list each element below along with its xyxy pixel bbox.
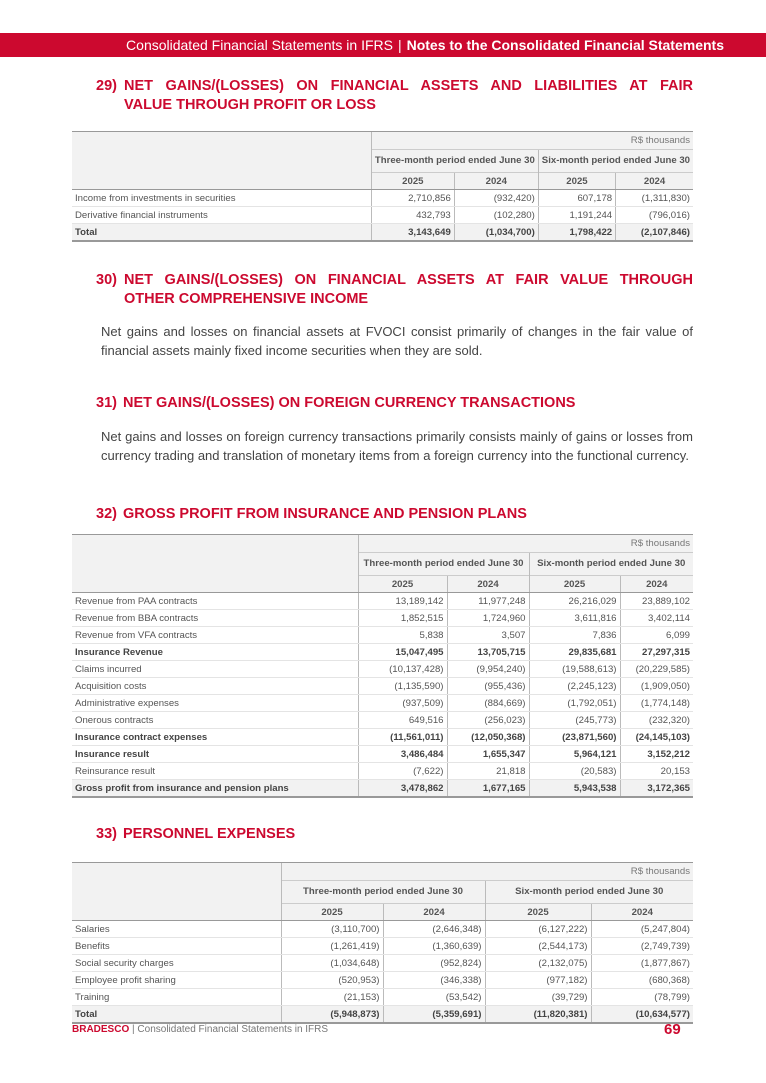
note-29-period-three-month: Three-month period ended June 30 bbox=[371, 150, 538, 173]
cell-value: 11,977,248 bbox=[447, 593, 529, 610]
cell-value: (2,132,075) bbox=[485, 955, 591, 972]
cell-value: 432,793 bbox=[371, 207, 454, 224]
cell-value: (937,509) bbox=[358, 695, 447, 712]
cell-value: (102,280) bbox=[454, 207, 538, 224]
cell-value: (1,792,051) bbox=[529, 695, 620, 712]
note-31-title-text: NET GAINS/(LOSSES) ON FOREIGN CURRENCY TRANSACTIONS bbox=[123, 395, 576, 411]
cell-value: (19,588,613) bbox=[529, 661, 620, 678]
table-row bbox=[72, 938, 693, 955]
cell-value: (2,245,123) bbox=[529, 678, 620, 695]
cell-value: (932,420) bbox=[454, 190, 538, 207]
cell-value: (11,561,011) bbox=[358, 729, 447, 746]
cell-value: (1,877,867) bbox=[591, 955, 693, 972]
note-30-title-line2: OTHER COMPREHENSIVE INCOME bbox=[124, 291, 369, 307]
row-label: Benefits bbox=[72, 938, 281, 955]
subtotal-row bbox=[72, 729, 693, 746]
note-30-title bbox=[96, 271, 693, 309]
note-32-table bbox=[72, 534, 693, 798]
subtotal-row bbox=[72, 644, 693, 661]
year-header: 2025 bbox=[529, 576, 620, 593]
cell-value: 3,611,816 bbox=[529, 610, 620, 627]
cell-value: 26,216,029 bbox=[529, 593, 620, 610]
note-33-period-six-month: Six-month period ended June 30 bbox=[485, 881, 693, 904]
footer bbox=[72, 1024, 328, 1035]
year-header: 2024 bbox=[383, 904, 485, 921]
cell-value: (23,871,560) bbox=[529, 729, 620, 746]
row-label: Salaries bbox=[72, 921, 281, 938]
table-row bbox=[72, 972, 693, 989]
cell-value: (232,320) bbox=[620, 712, 693, 729]
note-29-title-line1: NET GAINS/(LOSSES) ON FINANCIAL ASSETS AND LIABILITIES AT FAIR bbox=[124, 78, 693, 94]
table-row bbox=[72, 989, 693, 1006]
cell-value: (955,436) bbox=[447, 678, 529, 695]
note-32-period-six-month: Six-month period ended June 30 bbox=[529, 553, 693, 576]
row-label: Insurance result bbox=[72, 746, 358, 763]
cell-value: (1,034,648) bbox=[281, 955, 383, 972]
cell-value: (3,110,700) bbox=[281, 921, 383, 938]
row-label: Total bbox=[72, 224, 371, 242]
cell-value: 3,172,365 bbox=[620, 780, 693, 798]
footer-text: Consolidated Financial Statements in IFRS bbox=[137, 1024, 329, 1035]
cell-value: 1,798,422 bbox=[538, 224, 615, 242]
cell-value: 1,852,515 bbox=[358, 610, 447, 627]
cell-value: 7,836 bbox=[529, 627, 620, 644]
cell-value: (256,023) bbox=[447, 712, 529, 729]
page-number: 69 bbox=[664, 1021, 681, 1038]
cell-value: (5,247,804) bbox=[591, 921, 693, 938]
cell-value: 20,153 bbox=[620, 763, 693, 780]
note-33-title-text: PERSONNEL EXPENSES bbox=[123, 826, 296, 842]
cell-value: 3,152,212 bbox=[620, 746, 693, 763]
cell-value: (39,729) bbox=[485, 989, 591, 1006]
cell-value: 23,889,102 bbox=[620, 593, 693, 610]
table-row bbox=[72, 593, 693, 610]
note-33-number: 33) bbox=[96, 826, 117, 842]
cell-value: (2,544,173) bbox=[485, 938, 591, 955]
year-header: 2024 bbox=[620, 576, 693, 593]
header-doc-title: Consolidated Financial Statements in IFRS bbox=[126, 37, 393, 53]
year-header: 2024 bbox=[616, 173, 693, 190]
cell-value: 2,710,856 bbox=[371, 190, 454, 207]
cell-value: (20,583) bbox=[529, 763, 620, 780]
cell-value: 1,677,165 bbox=[447, 780, 529, 798]
table-row bbox=[72, 610, 693, 627]
row-label: Onerous contracts bbox=[72, 712, 358, 729]
cell-value: 3,478,862 bbox=[358, 780, 447, 798]
year-header: 2025 bbox=[281, 904, 383, 921]
row-label: Revenue from PAA contracts bbox=[72, 593, 358, 610]
cell-value: (884,669) bbox=[447, 695, 529, 712]
note-33-title bbox=[96, 825, 693, 844]
cell-value: 27,297,315 bbox=[620, 644, 693, 661]
cell-value: (1,034,700) bbox=[454, 224, 538, 242]
cell-value: 13,705,715 bbox=[447, 644, 529, 661]
table-row bbox=[72, 661, 693, 678]
cell-value: (9,954,240) bbox=[447, 661, 529, 678]
row-label: Revenue from BBA contracts bbox=[72, 610, 358, 627]
cell-value: (20,229,585) bbox=[620, 661, 693, 678]
cell-value: (245,773) bbox=[529, 712, 620, 729]
year-header: 2025 bbox=[485, 904, 591, 921]
cell-value: (1,360,639) bbox=[383, 938, 485, 955]
row-label: Revenue from VFA contracts bbox=[72, 627, 358, 644]
row-label: Gross profit from insurance and pension plans bbox=[72, 780, 358, 798]
cell-value: 5,838 bbox=[358, 627, 447, 644]
cell-value: 649,516 bbox=[358, 712, 447, 729]
cell-value: (12,050,368) bbox=[447, 729, 529, 746]
year-header: 2024 bbox=[447, 576, 529, 593]
year-header: 2025 bbox=[358, 576, 447, 593]
cell-value: 13,189,142 bbox=[358, 593, 447, 610]
total-row bbox=[72, 780, 693, 798]
note-32-unit: R$ thousands bbox=[358, 535, 693, 553]
cell-value: (2,749,739) bbox=[591, 938, 693, 955]
total-row bbox=[72, 1006, 693, 1024]
cell-value: 5,943,538 bbox=[529, 780, 620, 798]
row-label: Insurance contract expenses bbox=[72, 729, 358, 746]
header-section-title: Notes to the Consolidated Financial Statements bbox=[406, 37, 724, 53]
row-label: Employee profit sharing bbox=[72, 972, 281, 989]
cell-value: 29,835,681 bbox=[529, 644, 620, 661]
year-header: 2025 bbox=[371, 173, 454, 190]
subtotal-row bbox=[72, 746, 693, 763]
cell-value: 3,143,649 bbox=[371, 224, 454, 242]
cell-value: (2,107,846) bbox=[616, 224, 693, 242]
table-row bbox=[72, 763, 693, 780]
row-label: Training bbox=[72, 989, 281, 1006]
cell-value: 5,964,121 bbox=[529, 746, 620, 763]
cell-value: (10,634,577) bbox=[591, 1006, 693, 1024]
note-32-number: 32) bbox=[96, 506, 117, 522]
cell-value: (5,359,691) bbox=[383, 1006, 485, 1024]
year-header: 2024 bbox=[454, 173, 538, 190]
row-label: Acquisition costs bbox=[72, 678, 358, 695]
cell-value: (10,137,428) bbox=[358, 661, 447, 678]
cell-value: (520,953) bbox=[281, 972, 383, 989]
cell-value: 1,724,960 bbox=[447, 610, 529, 627]
year-header: 2025 bbox=[538, 173, 615, 190]
row-label: Income from investments in securities bbox=[72, 190, 371, 207]
row-label: Insurance Revenue bbox=[72, 644, 358, 661]
cell-value: (78,799) bbox=[591, 989, 693, 1006]
note-31-title bbox=[96, 394, 693, 413]
cell-value: (977,182) bbox=[485, 972, 591, 989]
note-29-title-line2: VALUE THROUGH PROFIT OR LOSS bbox=[124, 97, 376, 113]
total-row bbox=[72, 224, 693, 242]
table-row bbox=[72, 712, 693, 729]
cell-value: (796,016) bbox=[616, 207, 693, 224]
cell-value: (1,774,148) bbox=[620, 695, 693, 712]
table-row bbox=[72, 627, 693, 644]
table-row bbox=[72, 678, 693, 695]
table-row bbox=[72, 190, 693, 207]
note-31-paragraph: Net gains and losses on foreign currency transactions primarily consists mainly of gains or losses from currency trading and translation of monetary items from a foreign currency into the functional currency. bbox=[101, 429, 693, 463]
cell-value: (1,909,050) bbox=[620, 678, 693, 695]
header-bar bbox=[0, 33, 766, 57]
cell-value: (1,311,830) bbox=[616, 190, 693, 207]
table-row bbox=[72, 695, 693, 712]
cell-value: (952,824) bbox=[383, 955, 485, 972]
note-33-table bbox=[72, 862, 693, 1024]
table-row bbox=[72, 921, 693, 938]
cell-value: 607,178 bbox=[538, 190, 615, 207]
note-29-period-six-month: Six-month period ended June 30 bbox=[538, 150, 693, 173]
note-31-number: 31) bbox=[96, 395, 117, 411]
cell-value: (5,948,873) bbox=[281, 1006, 383, 1024]
cell-value: (24,145,103) bbox=[620, 729, 693, 746]
note-32-title bbox=[96, 505, 693, 524]
cell-value: (1,135,590) bbox=[358, 678, 447, 695]
cell-value: (2,646,348) bbox=[383, 921, 485, 938]
table-row bbox=[72, 955, 693, 972]
row-label: Total bbox=[72, 1006, 281, 1024]
note-30-title-line1: NET GAINS/(LOSSES) ON FINANCIAL ASSETS AT FAIR VALUE THROUGH bbox=[124, 272, 693, 288]
note-33-period-three-month: Three-month period ended June 30 bbox=[281, 881, 485, 904]
cell-value: (53,542) bbox=[383, 989, 485, 1006]
year-header: 2024 bbox=[591, 904, 693, 921]
footer-separator: | bbox=[132, 1024, 135, 1035]
note-29-table bbox=[72, 131, 693, 242]
row-label: Administrative expenses bbox=[72, 695, 358, 712]
cell-value: (21,153) bbox=[281, 989, 383, 1006]
cell-value: 3,486,484 bbox=[358, 746, 447, 763]
note-29-title bbox=[96, 77, 693, 115]
cell-value: (680,368) bbox=[591, 972, 693, 989]
note-30-number: 30) bbox=[96, 272, 117, 288]
header-separator: | bbox=[397, 37, 402, 53]
note-32-title-text: GROSS PROFIT FROM INSURANCE AND PENSION PLANS bbox=[123, 506, 527, 522]
cell-value: (7,622) bbox=[358, 763, 447, 780]
note-32-period-three-month: Three-month period ended June 30 bbox=[358, 553, 529, 576]
note-33-unit: R$ thousands bbox=[281, 863, 693, 881]
note-30-paragraph: Net gains and losses on financial assets at FVOCI consist primarily of changes in the fair value of financial assets mainly fixed income securities when they are sold. bbox=[101, 324, 693, 358]
cell-value: 1,655,347 bbox=[447, 746, 529, 763]
cell-value: (346,338) bbox=[383, 972, 485, 989]
row-label: Claims incurred bbox=[72, 661, 358, 678]
cell-value: 15,047,495 bbox=[358, 644, 447, 661]
cell-value: 21,818 bbox=[447, 763, 529, 780]
note-29-number: 29) bbox=[96, 78, 117, 94]
note-29-unit: R$ thousands bbox=[371, 132, 693, 150]
cell-value: 3,402,114 bbox=[620, 610, 693, 627]
cell-value: 3,507 bbox=[447, 627, 529, 644]
table-row bbox=[72, 207, 693, 224]
cell-value: (11,820,381) bbox=[485, 1006, 591, 1024]
row-label: Derivative financial instruments bbox=[72, 207, 371, 224]
row-label: Social security charges bbox=[72, 955, 281, 972]
cell-value: (6,127,222) bbox=[485, 921, 591, 938]
footer-brand: BRADESCO bbox=[72, 1024, 130, 1035]
cell-value: (1,261,419) bbox=[281, 938, 383, 955]
cell-value: 1,191,244 bbox=[538, 207, 615, 224]
row-label: Reinsurance result bbox=[72, 763, 358, 780]
cell-value: 6,099 bbox=[620, 627, 693, 644]
